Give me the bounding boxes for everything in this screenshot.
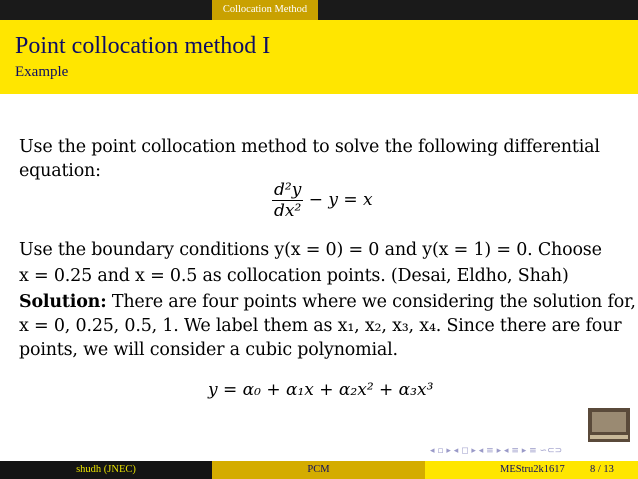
footer-author: shudh (JNEC)	[76, 464, 136, 475]
page-number: 8 / 13	[590, 464, 614, 475]
paragraph-line	[19, 292, 636, 312]
paragraph-line: Use the point collocation method to solve the following differential	[19, 137, 600, 157]
beamer-navigation-icons[interactable]: ◂ ▫ ▸ ◂ ◻ ▸ ◂ ≡ ▸ ◂ ≡ ▸ ≡ ∽⊂⊃	[430, 446, 563, 456]
fraction	[272, 180, 303, 221]
footer-code: MEStru2k1617	[500, 464, 565, 475]
footer-short-title: PCM	[307, 464, 330, 475]
footer-bar	[0, 461, 638, 479]
paragraph-line: x = 0, 0.25, 0.5, 1. We label them as x₁, x₂, x₃, x₄. Since there are four	[19, 316, 622, 336]
paragraph-line: points, we will consider a cubic polynomial.	[19, 340, 398, 360]
solution-label: Solution:	[19, 292, 107, 312]
differential-equation	[272, 180, 373, 221]
cubic-polynomial-equation: y = α₀ + α₁x + α₂x² + α₃x³	[208, 380, 434, 400]
equation-rest: − y = x	[308, 190, 373, 210]
fraction-numerator: d²y	[274, 180, 302, 200]
slide-subtitle: Example	[15, 64, 69, 80]
slide-title: Point collocation method I	[15, 33, 271, 59]
section-name[interactable]: Collocation Method	[222, 4, 308, 15]
paragraph-line: equation:	[19, 161, 101, 181]
paragraph-line: Use the boundary conditions y(x = 0) = 0 and y(x = 1) = 0. Choose	[19, 240, 602, 260]
paragraph-text: There are four points where we considering the solution for,	[106, 292, 636, 312]
fraction-denominator: dx²	[274, 201, 302, 221]
top-header-bar	[0, 0, 638, 20]
paragraph-line: x = 0.25 and x = 0.5 as collocation points. (Desai, Eldho, Shah)	[19, 266, 569, 286]
institution-logo	[588, 408, 630, 442]
